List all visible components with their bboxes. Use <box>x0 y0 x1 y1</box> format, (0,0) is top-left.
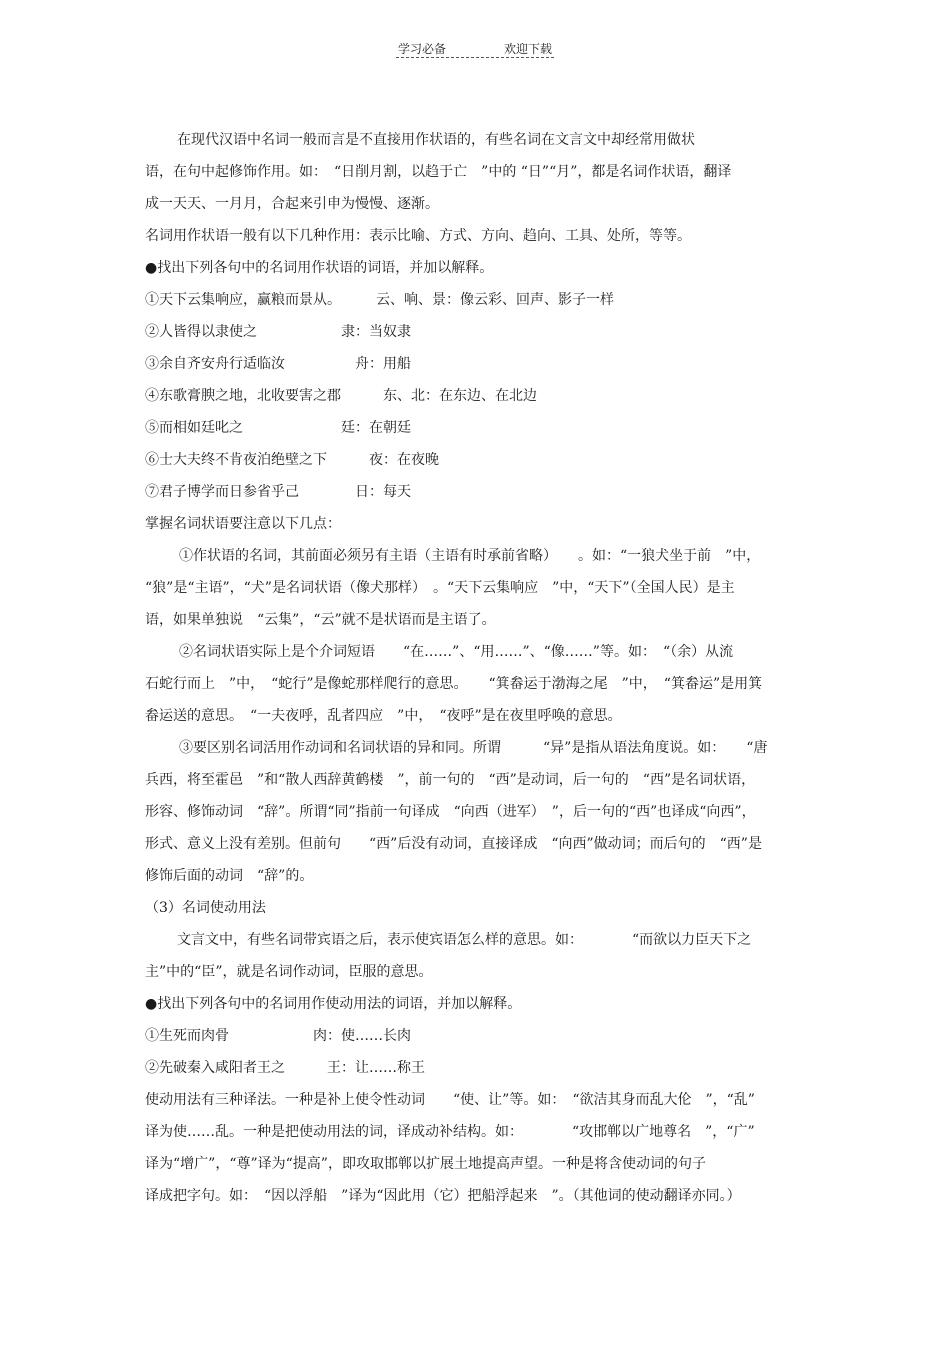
list-item: ③余自齐安舟行适临汝 舟：用船 <box>145 356 411 372</box>
header-left: 学习必备 <box>397 42 446 56</box>
section-heading: 掌握名词状语要注意以下几点： <box>145 516 341 532</box>
paragraph-line: 译为“增广”，“尊”译为“提高”，即攻取邯郸以扩展土地提高声望。一种是将含使动词的句子 <box>145 1156 706 1172</box>
page-header <box>0 40 950 57</box>
paragraph-line: 成一天天、一月月，合起来引申为慢慢、逐渐。 <box>145 196 439 212</box>
paragraph-line: 畚运送的意思。 “一夫夜呼，乱者四应 ”中， “夜呼”是在夜里呼唤的意思。 <box>145 708 622 724</box>
paragraph-line: “狼”是“主语”，“犬”是名词状语（像犬那样） 。“天下云集响应 ”中，“天下”（全国人民）是主 <box>145 580 735 596</box>
paragraph-line: 译为使……乱。一种是把使动用法的词，译成动补结构。如： “攻邯郸以广地尊名 ”，“广” <box>145 1124 755 1140</box>
list-item: ②人皆得以隶使之 隶：当奴隶 <box>145 324 411 340</box>
paragraph-line: 语，在句中起修饰作用。如： “日削月割，以趋于亡 ”中的 “日”“月”，都是名词作状语，翻译 <box>145 164 732 180</box>
paragraph-line: 名词用作状语一般有以下几种作用：表示比喻、方式、方向、趋向、工具、处所，等等。 <box>145 228 691 244</box>
paragraph-line: ①作状语的名词，其前面必须另有主语（主语有时承前省略） 。如：“一狼犬坐于前 ”中， <box>179 548 761 564</box>
paragraph-line: 形容、修饰动词 “辞”。所谓“同”指前一句译成 “向西（进军） ”，后一句的“西”也译成“向西”， <box>145 804 756 820</box>
paragraph-line: 语，如果单独说 “云集”，“云”就不是状语而是主语了。 <box>145 612 496 628</box>
list-item: ⑦君子博学而日参省乎己 日：每天 <box>145 484 411 500</box>
paragraph-line: 在现代汉语中名词一般而言是不直接用作状语的，有些名词在文言文中却经常用做状 <box>177 132 695 148</box>
exercise-heading: ●找出下列各句中的名词用作状语的词语，并加以解释。 <box>145 260 494 276</box>
paragraph-line: ②名词状语实际上是个介词短语 “在……”、“用……”、“像……”等。如： “（余）从流 <box>179 644 734 660</box>
list-item: ①天下云集响应，赢粮而景从。 云、响、景：像云彩、回声、影子一样 <box>145 292 614 308</box>
paragraph-line: 使动用法有三种译法。一种是补上使令性动词 “使、让”等。如： “欲洁其身而乱大伦 ”，“乱” <box>145 1092 755 1108</box>
list-item: ②先破秦入咸阳者王之 王：让……称王 <box>145 1060 425 1076</box>
paragraph-line: 兵西，将至霍邑 ”和“散人西辞黄鹤楼 ”，前一句的 “西”是动词，后一句的 “西”是名词状语， <box>145 772 756 788</box>
header-right: 欢迎下载 <box>504 42 553 56</box>
paragraph-line: 石蛇行而上 ”中， “蛇行”是像蛇那样爬行的意思。 “箕畚运于渤海之尾 ”中， “箕畚运”是用箕 <box>145 676 763 692</box>
exercise-heading: ●找出下列各句中的名词用作使动用法的词语，并加以解释。 <box>145 996 522 1012</box>
paragraph-line: 主”中的“臣”，就是名词作动词，臣服的意思。 <box>145 964 433 980</box>
document-body <box>145 124 813 1212</box>
paragraph-line: 文言文中，有些名词带宾语之后，表示使宾语怎么样的意思。如： “而欲以力臣天下之 <box>177 932 752 948</box>
paragraph-line: 修饰后面的动词 “辞”的。 <box>145 868 314 884</box>
list-item: ④东歌膏腴之地，北收要害之郡 东、北：在东边、在北边 <box>145 388 537 404</box>
list-item: ⑥士大夫终不肯夜泊绝壁之下 夜：在夜晚 <box>145 452 439 468</box>
header-rule <box>396 57 554 58</box>
list-item: ⑤而相如廷叱之 廷：在朝廷 <box>145 420 411 436</box>
paragraph-line: ③要区别名词活用作动词和名词状语的异和同。所谓 “异”是指从语法角度说。如： “唐 <box>179 740 768 756</box>
section-heading: （3）名词使动用法 <box>145 900 266 916</box>
list-item: ①生死而肉骨 肉：使……长肉 <box>145 1028 411 1044</box>
paragraph-line: 形式、意义上没有差别。但前句 “西”后没有动词，直接译成 “向西”做动词；而后句的 “西”是 <box>145 836 762 852</box>
paragraph-line: 译成把字句。如： “因以浮船 ”译为“因此用（它）把船浮起来 ”。（其他词的使动翻译亦同。） <box>145 1188 741 1204</box>
